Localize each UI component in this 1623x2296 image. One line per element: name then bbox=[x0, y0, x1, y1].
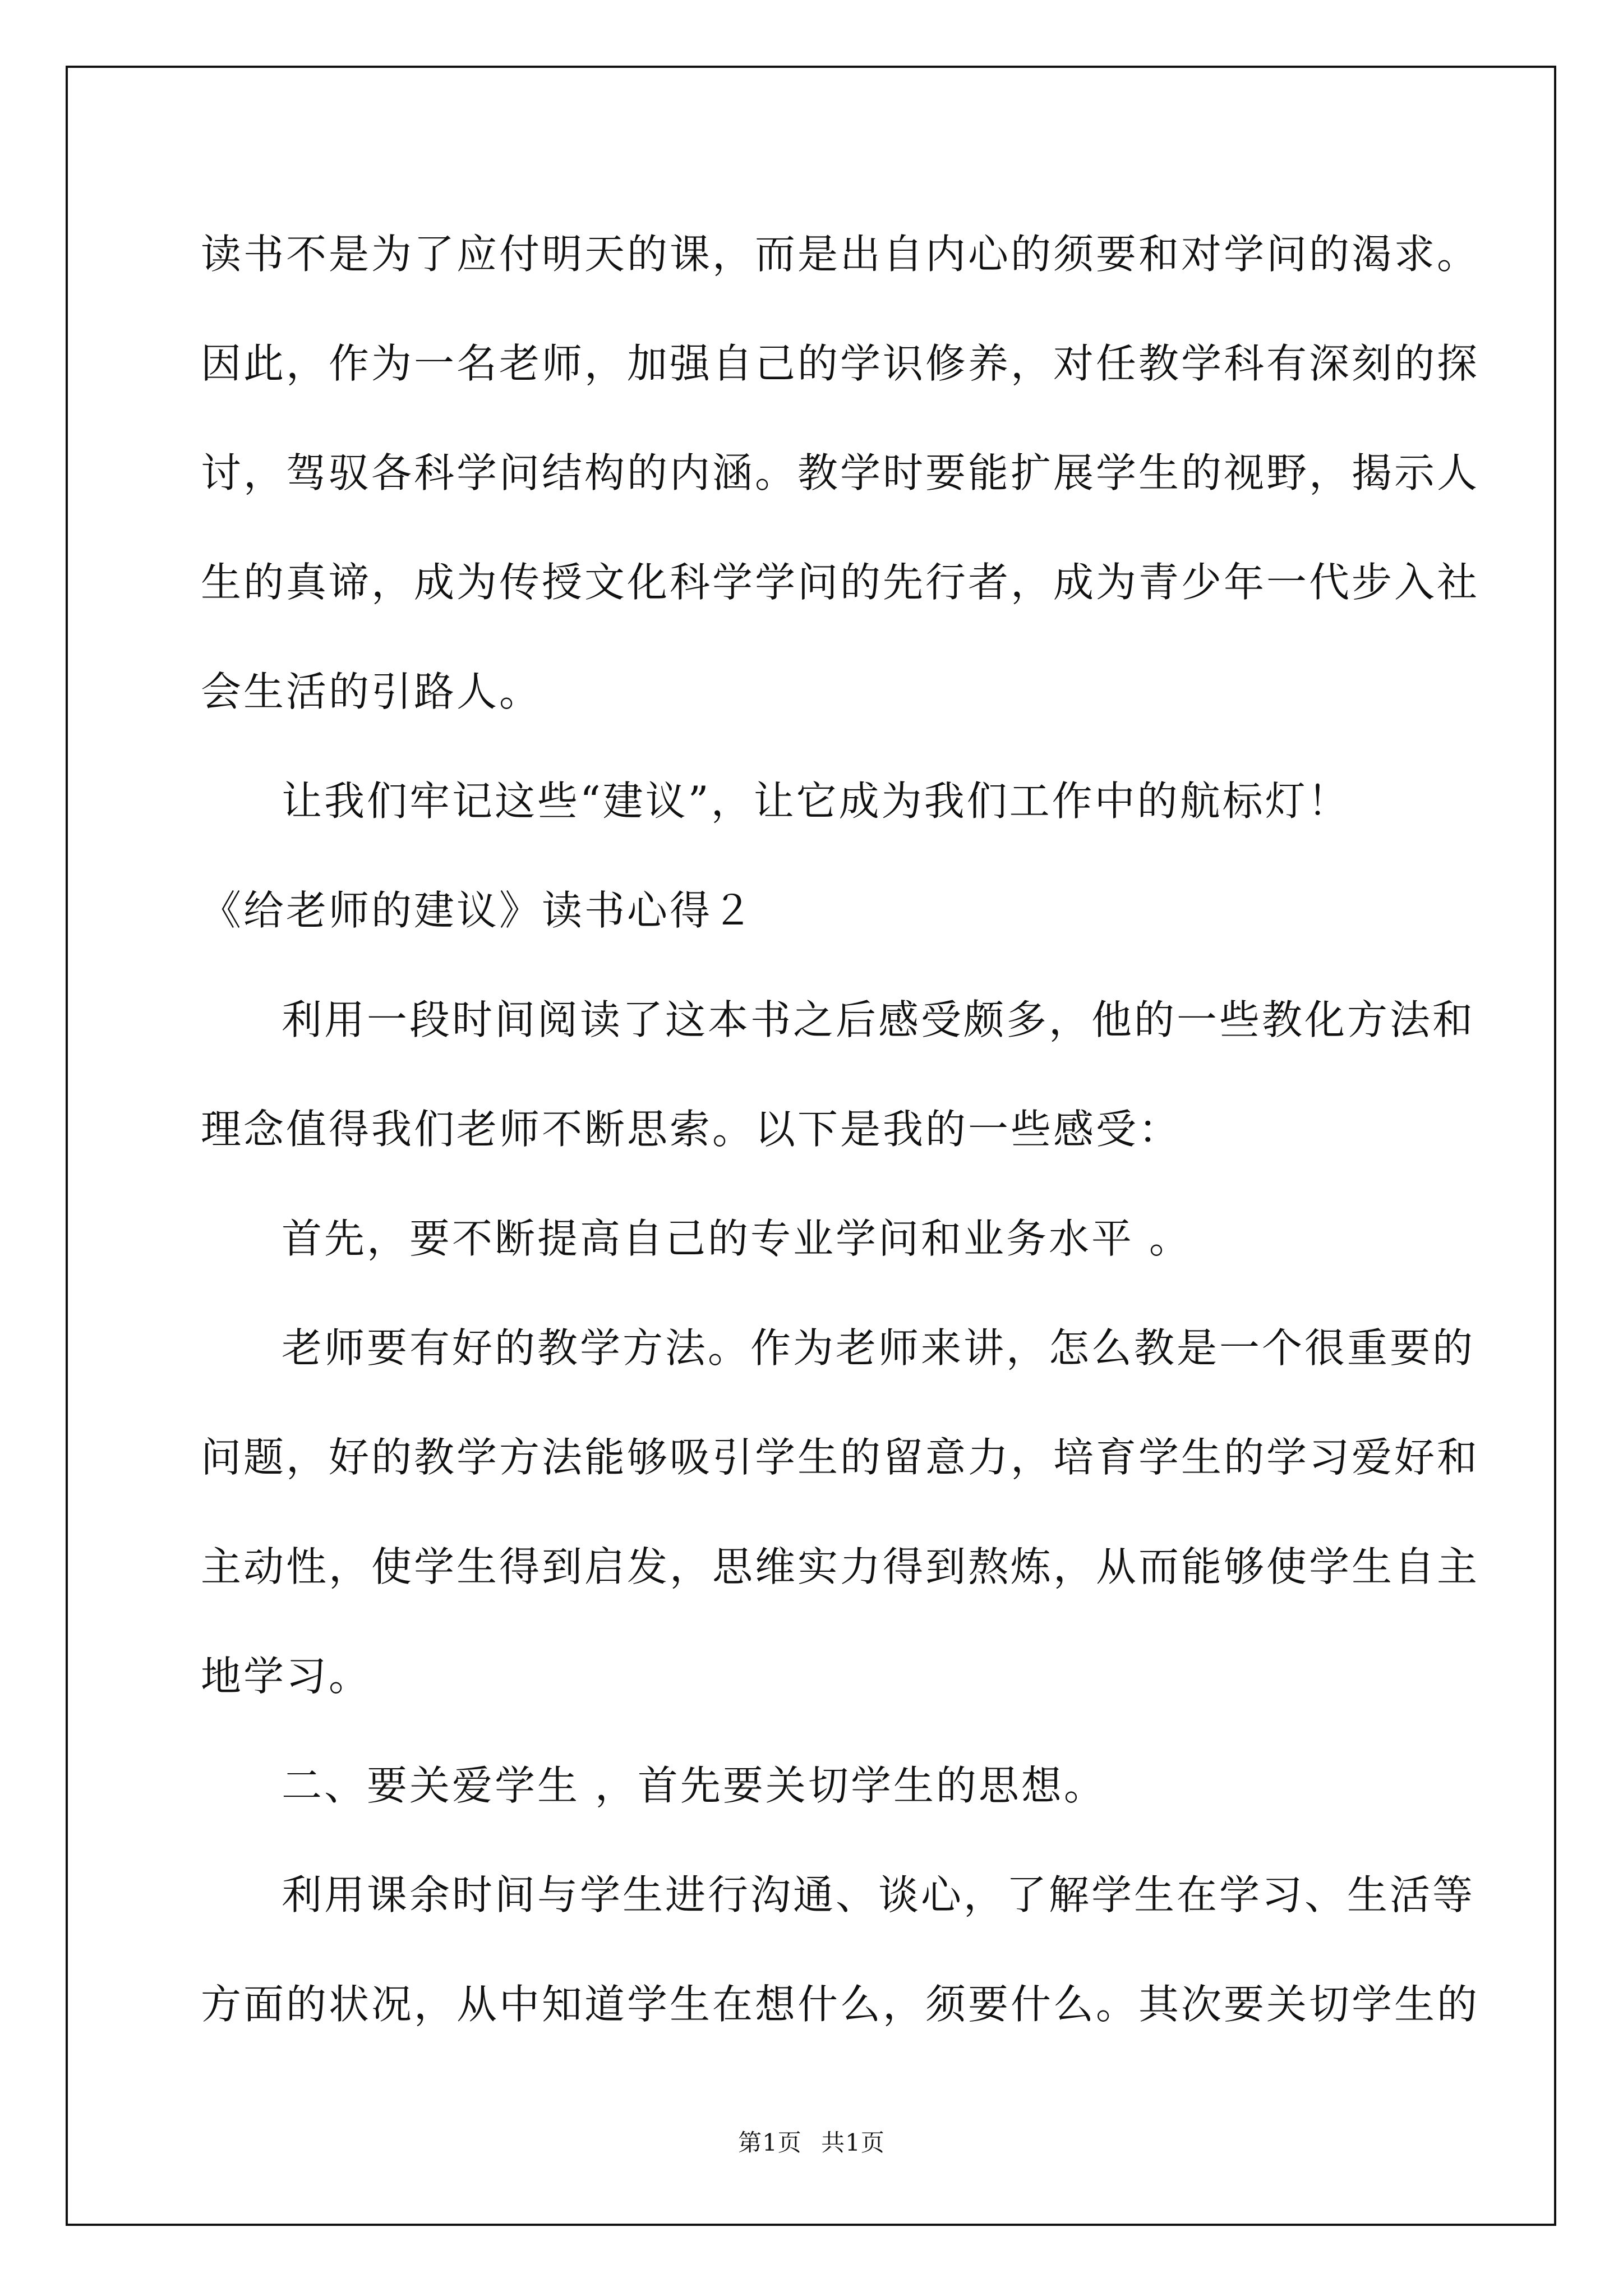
page-number: 第1页 bbox=[738, 2129, 802, 2156]
page-total: 共1页 bbox=[821, 2129, 885, 2156]
body-line-14: 地学习。 bbox=[201, 1653, 372, 1700]
body-line-8: 利用一段时间阅读了这本书之后感受颇多，他的一些教化方法和 bbox=[282, 996, 1476, 1043]
body-line-15: 二、要关爱学生 ，首先要关切学生的思想。 bbox=[282, 1762, 1106, 1809]
body-line-5: 会生活的引路人。 bbox=[201, 668, 542, 715]
body-line-6: 让我们牢记这些“建议”，让它成为我们工作中的航标灯！ bbox=[282, 777, 1350, 825]
body-line-17: 方面的状况，从中知道学生在想什么，须要什么。其次要关切学生的 bbox=[201, 1981, 1480, 2028]
body-line-16: 利用课余时间与学生进行沟通、谈心，了解学生在学习、生活等 bbox=[282, 1871, 1476, 1918]
body-line-3: 讨，驾驭各科学问结构的内涵。教学时要能扩展学生的视野，揭示人 bbox=[201, 449, 1480, 496]
body-line-2: 因此，作为一名老师，加强自己的学识修养，对任教学科有深刻的探 bbox=[201, 340, 1480, 387]
section-heading: 《给老师的建议》读书心得２ bbox=[201, 887, 755, 934]
body-line-12: 问题，好的教学方法能够吸引学生的留意力，培育学生的学习爱好和 bbox=[201, 1434, 1480, 1481]
body-line-10: 首先，要不断提高自己的专业学问和业务水平 。 bbox=[282, 1215, 1192, 1262]
body-line-4: 生的真谛，成为传授文化科学学问的先行者，成为青少年一代步入社 bbox=[201, 559, 1480, 606]
body-line-9: 理念值得我们老师不断思索。以下是我的一些感受： bbox=[201, 1106, 1182, 1153]
body-line-1: 读书不是为了应付明天的课，而是出自内心的须要和对学问的渴求。 bbox=[201, 231, 1480, 278]
body-line-13: 主动性，使学生得到启发，思维实力得到熬炼，从而能够使学生自主 bbox=[201, 1543, 1480, 1590]
page-footer bbox=[0, 2126, 1623, 2160]
body-line-11: 老师要有好的教学方法。作为老师来讲，怎么教是一个很重要的 bbox=[282, 1324, 1476, 1372]
